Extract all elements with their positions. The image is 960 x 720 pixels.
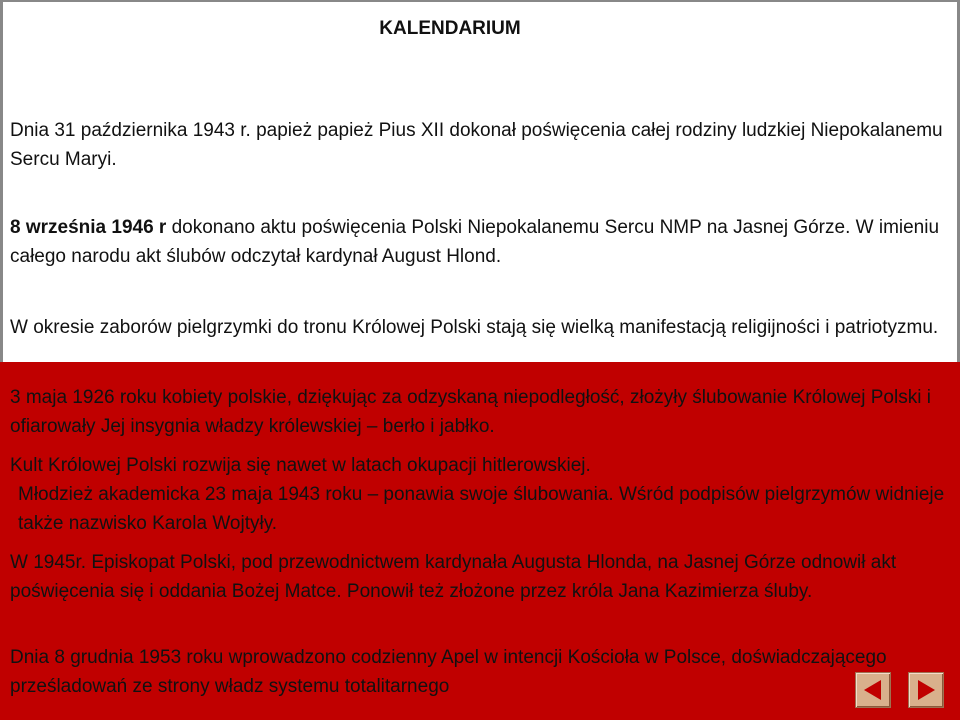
paragraph-occupation-line-1: Kult Królowej Polski rozwija się nawet w latach okupacji hitlerowskiej. <box>10 455 591 476</box>
slide-title: KALENDARIUM <box>379 18 521 39</box>
paragraph-1946-date: 8 września 1946 r <box>10 217 167 238</box>
paragraph-1926: 3 maja 1926 roku kobiety polskie, dziękując za odzyskaną niepodległość, złożyły ślubowanie Królowej Polski i ofiarowały Jej insygnia władzy królewskiej – berło i jabłko. <box>10 387 931 437</box>
paragraph-partitions: W okresie zaborów pielgrzymki do tronu Królowej Polski stają się wielką manifestacją religijności i patriotyzmu. <box>10 317 939 338</box>
paragraph-1946-text: dokonano aktu poświęcenia Polski Niepokalanemu Sercu NMP na Jasnej Górze. W imieniu całego narodu akt ślubów odczytał kardynał August Hlond. <box>10 217 940 267</box>
slide-border-top <box>0 0 960 2</box>
next-slide-button[interactable] <box>908 672 944 708</box>
paragraph-1945: W 1945r. Episkopat Polski, pod przewodnictwem kardynała Augusta Hlonda, na Jasnej Górze odnowił akt poświęcenia się i oddania Bożej Matce. Ponowił też złożone przez króla Jana Kazimierza śluby. <box>10 552 897 602</box>
paragraph-1946 <box>10 213 945 271</box>
triangle-right-icon <box>914 678 938 702</box>
paragraph-occupation <box>10 451 945 538</box>
paragraph-1953: Dnia 8 grudnia 1953 roku wprowadzono codzienny Apel w intencji Kościoła w Polsce, doświadczającego prześladowań ze strony władz systemu totalitarnego <box>10 647 887 697</box>
slide-border-left <box>0 0 3 362</box>
previous-slide-button[interactable] <box>855 672 891 708</box>
paragraph-occupation-line-2: Młodzież akademicka 23 maja 1943 roku – ponawia swoje ślubowania. Wśród podpisów pielgrzymów widnieje także nazwisko Karola Wojtyły. <box>18 484 945 534</box>
triangle-left-icon <box>861 678 885 702</box>
paragraph-1943: Dnia 31 października 1943 r. papież papież Pius XII dokonał poświęcenia całej rodziny ludzkiej Niepokalanemu Sercu Maryi. <box>10 120 943 170</box>
